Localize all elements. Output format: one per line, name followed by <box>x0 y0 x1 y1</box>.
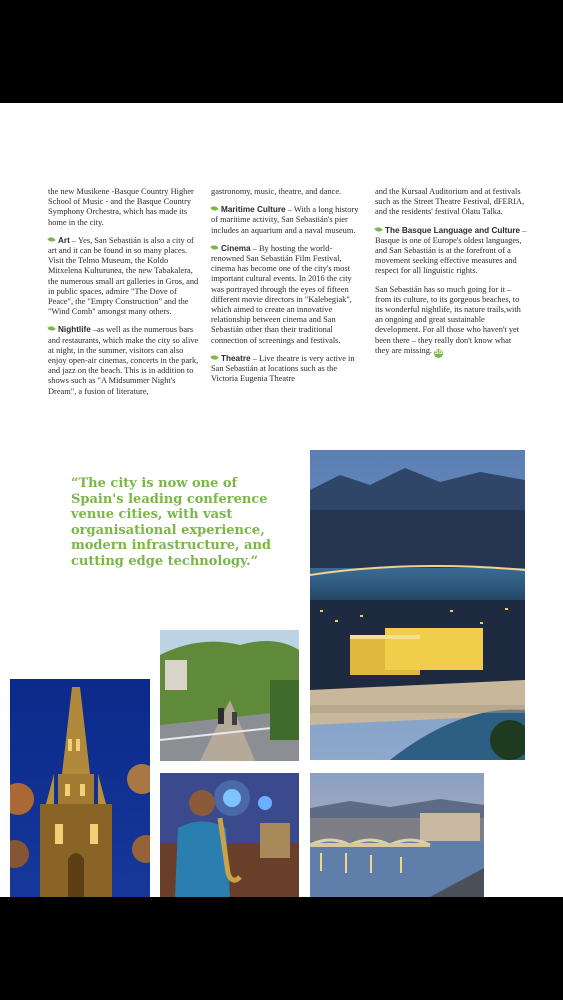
promenade-cyclists-photo <box>160 630 299 761</box>
paragraph-intro-3: and the Kursaal Auditorium and at festivals such as the Street Theatre Festival, dFERIA, and the residents' festival Olatu Talka. <box>375 187 525 217</box>
text-nightlife: –as well as the numerous bars and restaurants, which make the city so alive at night, in the summer, visitors can also enjoy open-air cinemas, concerts in the park, and jazz on the beach. This is in addition to shows such as "A Midsummer Night's Dream", a fusion of literature, <box>48 325 199 396</box>
text-maritime: – With a long history of maritime activity, San Sebastián's pier includes an aquarium and a naval museum. <box>211 205 359 235</box>
text-column-3 <box>375 187 527 366</box>
paragraph-cinema <box>211 244 363 346</box>
paragraph-closing <box>375 285 527 358</box>
leaf-icon <box>210 354 218 361</box>
saxophone-performer-photo <box>160 773 299 897</box>
leaf-icon <box>374 225 382 232</box>
text-column-1 <box>48 187 200 405</box>
heading-cinema: Cinema <box>221 243 251 253</box>
text-cinema: – By hosting the world-renowned San Sebastián Film Festival, cinema has become one of the city's most important cultural events. In 2016 the city was portrayed through the eyes of fifteen different movie directors in "Kalebegiak", which aimed to create an innovative relationship between cinema and San Sebastián other than their traditional connection of screenings and festivals. <box>211 243 352 345</box>
paragraph-maritime <box>211 205 363 236</box>
paragraph-art <box>48 236 200 318</box>
heading-nightlife: Nightlife <box>58 325 91 335</box>
paragraph-intro-2: gastronomy, music, theatre, and dance. <box>211 187 342 196</box>
text-closing: San Sebastián has so much going for it – from its culture, to its gorgeous beaches, to its wonderful nightlife, its nature trails,with an ongoing and great sustainable development. For all those who haven't yet been there – they really don't know what they are missing. <box>375 284 521 355</box>
heading-maritime: Maritime Culture <box>221 205 286 215</box>
paragraph-intro-1: the new Musikene -Basque Country Higher School of Music - and the Basque Country Symphony Orchestra, which has made its home in the city. <box>48 187 194 227</box>
leaf-icon <box>47 325 55 332</box>
heading-theatre: Theatre <box>221 353 251 363</box>
paragraph-basque <box>375 226 527 277</box>
leaf-icon <box>210 244 218 251</box>
city-bay-night-photo <box>310 450 525 760</box>
heading-art: Art <box>58 235 70 245</box>
end-mark-icon: SS <box>434 349 443 356</box>
text-theatre: – Live theatre is very active in San Sebastián at locations such as the Victoria Eugenia Theatre <box>211 353 355 384</box>
text-basque: – Basque is one of Europe's oldest languages, and San Sebastián is at the forefront of a movement seeking effective measures and respect for all linguistic rights. <box>375 225 527 276</box>
leaf-icon <box>47 236 55 243</box>
paragraph-nightlife <box>48 325 200 396</box>
text-art: – Yes, San Sebastián is also a city of art and it can be found in so many places. Visit the Telmo Museum, the Koldo Mitxelena Kulturunea, the new Tabakalera, the numerous small art galleries in Gros, and in public spaces, admire "The Dove of Peace", the "Empty Construction" and the "Wind Comb" amongst many others. <box>48 235 199 317</box>
text-column-2 <box>211 187 363 392</box>
pull-quote: “The city is now one of Spain's leading conference venue cities, with vast organisational experience, modern infrastructure, and cutting edge technology.” <box>71 476 272 569</box>
leaf-icon <box>210 205 218 212</box>
magazine-page <box>0 103 563 897</box>
heading-basque: The Basque Language and Culture <box>385 225 521 235</box>
paragraph-theatre <box>211 354 363 385</box>
river-bridge-dusk-photo <box>310 773 484 897</box>
cathedral-night-photo <box>10 679 150 897</box>
